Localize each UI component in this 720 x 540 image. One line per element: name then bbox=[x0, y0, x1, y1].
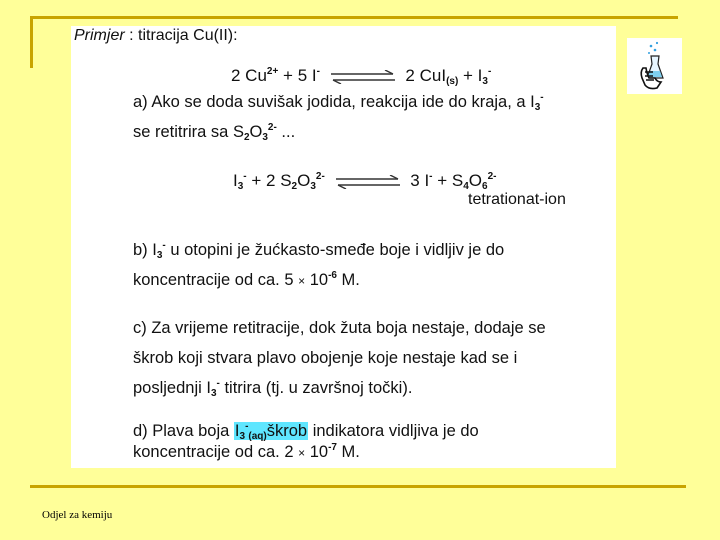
para-a-text-2: se retitrira sa S bbox=[133, 123, 244, 141]
para-a-sup-1: - bbox=[540, 92, 544, 103]
para-d-exponent: -7 bbox=[328, 442, 337, 453]
hl-iodine: I bbox=[234, 422, 240, 440]
eq2-right-c: O bbox=[468, 171, 483, 190]
slide-title bbox=[74, 27, 238, 45]
para-b-line-1 bbox=[133, 241, 504, 260]
para-a-sub-1: 3 bbox=[534, 102, 541, 113]
eq2-left-a-charge: - bbox=[243, 171, 247, 182]
frame-left-rule bbox=[30, 16, 33, 68]
eq2-right-c-charge: 2- bbox=[487, 171, 497, 182]
eq2-right-c-sub: 6 bbox=[482, 181, 488, 192]
footer-department: Odjel za kemiju bbox=[42, 509, 113, 521]
eq1-right-b: + I bbox=[458, 66, 483, 85]
eq2-left-a: I bbox=[233, 171, 238, 190]
para-b-text-1b: u otopini je žućkasto-smeđe boje i vidljiv je do bbox=[165, 241, 505, 259]
eq1-right-a: 2 CuI bbox=[405, 66, 447, 85]
para-b-sup-1: - bbox=[162, 240, 166, 251]
eq2-right-b-sub: 4 bbox=[463, 181, 469, 192]
para-a-line-1 bbox=[133, 93, 544, 112]
para-b-text-2c: M. bbox=[336, 271, 360, 289]
para-b-sub-1: 3 bbox=[156, 250, 163, 261]
eq2-left-b: + 2 S bbox=[246, 171, 292, 190]
para-c-sub-3: 3 bbox=[210, 388, 217, 399]
para-a-text-2b: O bbox=[249, 123, 263, 141]
para-d-line-1 bbox=[133, 422, 479, 441]
eq1-left-b: + 5 I bbox=[278, 66, 317, 85]
title-italic: Primjer bbox=[74, 27, 125, 44]
equation-1 bbox=[231, 66, 491, 86]
para-b-line-2 bbox=[133, 271, 360, 290]
para-d-line-2 bbox=[133, 443, 360, 462]
para-b-text-1a: b) I bbox=[133, 241, 157, 259]
para-a-sup-2: 2- bbox=[267, 122, 277, 133]
para-c-line-2: škrob koji stvara plavo obojenje koje nestaje kad se i bbox=[133, 349, 518, 367]
eq2-left-b-sub: 2 bbox=[291, 181, 298, 192]
para-d-text-1a: d) Plava boja bbox=[133, 422, 234, 440]
para-a-line-2 bbox=[133, 123, 295, 142]
eq1-left-a-charge: 2+ bbox=[266, 66, 279, 77]
hl-sub: 3 bbox=[239, 431, 246, 442]
eq1-left-b-charge: - bbox=[316, 66, 320, 77]
equation-2 bbox=[233, 171, 497, 191]
eq1-right-a-state: (s) bbox=[446, 76, 459, 87]
hl-charge: - bbox=[245, 421, 249, 432]
eq1-left-a: 2 Cu bbox=[231, 66, 267, 85]
para-a-text-2c: ... bbox=[276, 123, 296, 141]
eq2-left-c-sub: 3 bbox=[310, 181, 316, 192]
eq2-right-a: 3 I bbox=[410, 171, 430, 190]
hl-state: (aq) bbox=[248, 431, 267, 442]
para-a-text-1: a) Ako se doda suvišak jodida, reakcija ide do kraja, a I bbox=[133, 93, 535, 111]
eq2-left-c-charge: 2- bbox=[315, 171, 325, 182]
para-d-text-2c: M. bbox=[336, 443, 360, 461]
eq1-right-b-sub: 3 bbox=[482, 76, 488, 87]
para-d-text-1b: indikatora vidljiva je do bbox=[308, 422, 479, 440]
para-b-exponent: -6 bbox=[328, 270, 337, 281]
para-c-line-3 bbox=[133, 379, 412, 398]
eq2-left-a-sub: 3 bbox=[237, 181, 244, 192]
frame-bottom-rule bbox=[30, 485, 686, 488]
para-d-text-2b: 10 bbox=[305, 443, 329, 461]
eq2-left-c: O bbox=[297, 171, 311, 190]
para-d-times: × bbox=[298, 446, 306, 460]
para-b-times: × bbox=[298, 274, 306, 288]
eq2-right-a-charge: - bbox=[429, 171, 433, 182]
frame-top-rule bbox=[30, 16, 678, 19]
para-c-text-3a: posljednji I bbox=[133, 379, 211, 397]
para-c-sup-3: - bbox=[216, 378, 220, 389]
content-panel bbox=[71, 26, 616, 468]
para-c-line-1: c) Za vrijeme retitracije, dok žuta boja nestaje, dodaje se bbox=[133, 319, 546, 337]
para-b-text-2a: koncentracije od ca. 5 bbox=[133, 271, 299, 289]
para-a-sub-2b: 3 bbox=[262, 132, 268, 143]
tetrationate-label: tetrationat-ion bbox=[468, 191, 566, 208]
para-c-text-3b: titrira (tj. u završnoj točki). bbox=[219, 379, 413, 397]
iodine-starch-highlight bbox=[234, 422, 308, 440]
para-a-sub-2a: 2 bbox=[243, 132, 250, 143]
hl-starch: škrob bbox=[266, 422, 308, 440]
equilibrium-arrow-icon bbox=[329, 70, 397, 84]
eq2-right-b: + S bbox=[432, 171, 464, 190]
para-b-text-2b: 10 bbox=[305, 271, 329, 289]
eq1-right-b-charge: - bbox=[487, 66, 492, 77]
hand-holding-flask-icon bbox=[627, 38, 682, 94]
para-d-text-2a: koncentracije od ca. 2 bbox=[133, 443, 299, 461]
title-rest: : titracija Cu(II): bbox=[124, 27, 238, 44]
equilibrium-arrow-icon bbox=[334, 175, 402, 189]
